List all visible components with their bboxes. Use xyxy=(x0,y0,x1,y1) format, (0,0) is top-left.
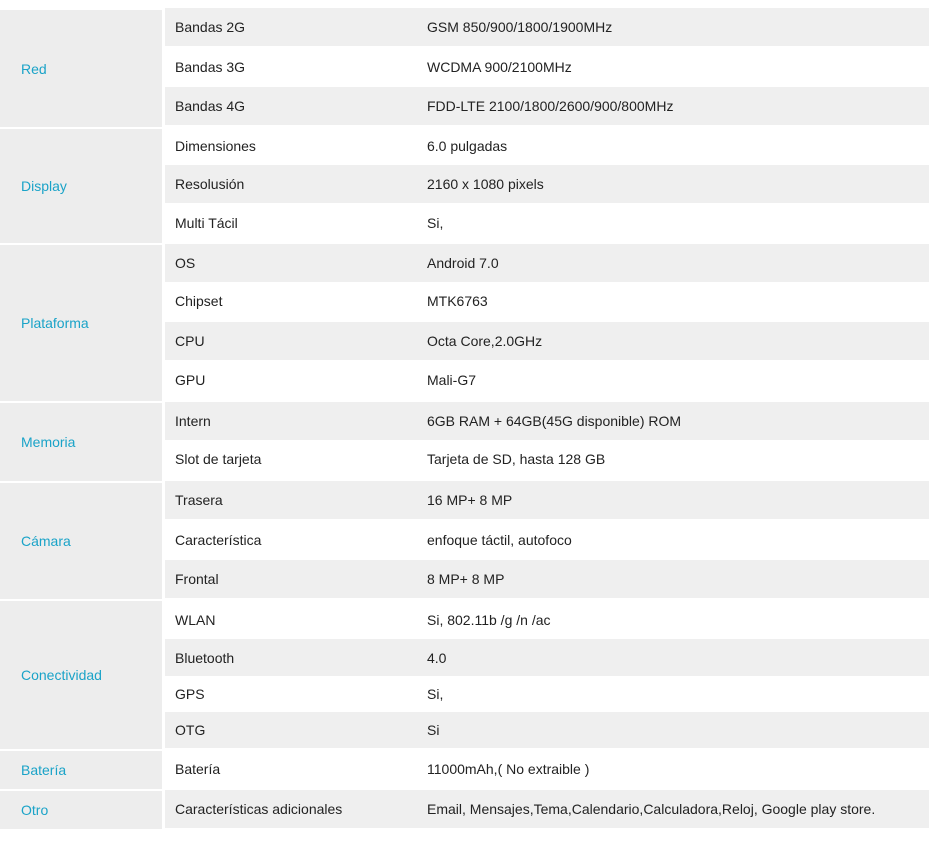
spec-value: Si xyxy=(427,722,440,738)
spec-label: GPS xyxy=(175,686,205,702)
spec-value: 16 MP+ 8 MP xyxy=(427,492,513,508)
spec-label: GPU xyxy=(175,372,206,388)
spec-row xyxy=(165,282,929,320)
category-conectividad xyxy=(0,599,162,749)
spec-label: Resolusión xyxy=(175,176,245,192)
category-otro xyxy=(0,789,162,829)
spec-row xyxy=(165,750,929,788)
spec-row xyxy=(165,322,929,360)
spec-label: Característica xyxy=(175,532,262,548)
spec-label: Frontal xyxy=(175,571,219,587)
spec-value: Si, 802.11b /g /n /ac xyxy=(427,612,551,628)
category-label: Memoria xyxy=(21,434,76,450)
spec-label: CPU xyxy=(175,333,205,349)
category-display xyxy=(0,127,162,243)
spec-label: OS xyxy=(175,255,196,271)
spec-label: Intern xyxy=(175,413,211,429)
spec-row xyxy=(165,402,929,440)
category-plataforma xyxy=(0,243,162,401)
spec-value: 2160 x 1080 pixels xyxy=(427,176,544,192)
spec-label: Características adicionales xyxy=(175,801,343,817)
spec-row xyxy=(165,481,929,519)
spec-row xyxy=(165,87,929,125)
spec-label: Chipset xyxy=(175,293,223,309)
category-memoria xyxy=(0,401,162,481)
spec-row xyxy=(165,521,929,559)
spec-value: 6.0 pulgadas xyxy=(427,137,508,154)
spec-value: 11000mAh,( No extraible ) xyxy=(427,761,590,777)
spec-value: FDD-LTE 2100/1800/2600/900/800MHz xyxy=(427,98,674,114)
spec-value: Si, xyxy=(427,215,444,231)
spec-value: WCDMA 900/2100MHz xyxy=(427,59,572,75)
spec-row xyxy=(165,790,929,828)
category-bateria xyxy=(0,749,162,789)
spec-row xyxy=(165,676,929,712)
spec-value: MTK6763 xyxy=(427,293,488,309)
spec-value: enfoque táctil, autofoco xyxy=(427,532,572,548)
spec-label: Bandas 3G xyxy=(175,59,246,75)
spec-value: Octa Core,2.0GHz xyxy=(427,333,543,349)
spec-row xyxy=(165,127,929,164)
spec-label: Batería xyxy=(175,761,221,777)
category-label: Plataforma xyxy=(21,315,89,331)
spec-value: Si, xyxy=(427,686,444,702)
spec-row xyxy=(165,639,929,676)
spec-row xyxy=(165,361,929,399)
spec-row xyxy=(165,244,929,282)
category-label: Otro xyxy=(21,802,49,818)
spec-row xyxy=(165,48,929,86)
spec-row xyxy=(165,560,929,598)
spec-label: Slot de tarjeta xyxy=(175,451,262,467)
spec-row xyxy=(165,601,929,639)
category-label: Red xyxy=(21,60,47,77)
spec-label: Dimensiones xyxy=(175,137,256,154)
category-red xyxy=(0,8,162,127)
spec-label: OTG xyxy=(175,722,206,738)
spec-label: WLAN xyxy=(175,612,216,628)
spec-label: Bluetooth xyxy=(175,649,235,666)
category-label: Cámara xyxy=(21,533,71,549)
spec-value: 4.0 xyxy=(427,649,447,666)
spec-label: Multi Tácil xyxy=(175,215,238,231)
category-label: Batería xyxy=(21,762,67,778)
spec-row xyxy=(165,165,929,203)
spec-value: Android 7.0 xyxy=(427,255,499,271)
spec-label: Bandas 2G xyxy=(175,19,246,35)
spec-value: Email, Mensajes,Tema,Calendario,Calculadora,Reloj, Google play store. xyxy=(427,801,876,817)
category-label: Display xyxy=(21,178,67,194)
spec-label: Trasera xyxy=(175,492,223,508)
spec-value: GSM 850/900/1800/1900MHz xyxy=(427,19,613,35)
spec-value: Mali-G7 xyxy=(427,372,477,388)
spec-row xyxy=(165,440,929,478)
spec-value: 6GB RAM + 64GB(45G disponible) ROM xyxy=(427,413,682,429)
spec-row xyxy=(165,8,929,46)
spec-row xyxy=(165,204,929,242)
spec-label: Bandas 4G xyxy=(175,98,246,114)
spec-value: Tarjeta de SD, hasta 128 GB xyxy=(427,451,606,467)
spec-value: 8 MP+ 8 MP xyxy=(427,571,505,587)
category-label: Conectividad xyxy=(21,667,102,683)
spec-row xyxy=(165,712,929,748)
category-camara xyxy=(0,481,162,599)
